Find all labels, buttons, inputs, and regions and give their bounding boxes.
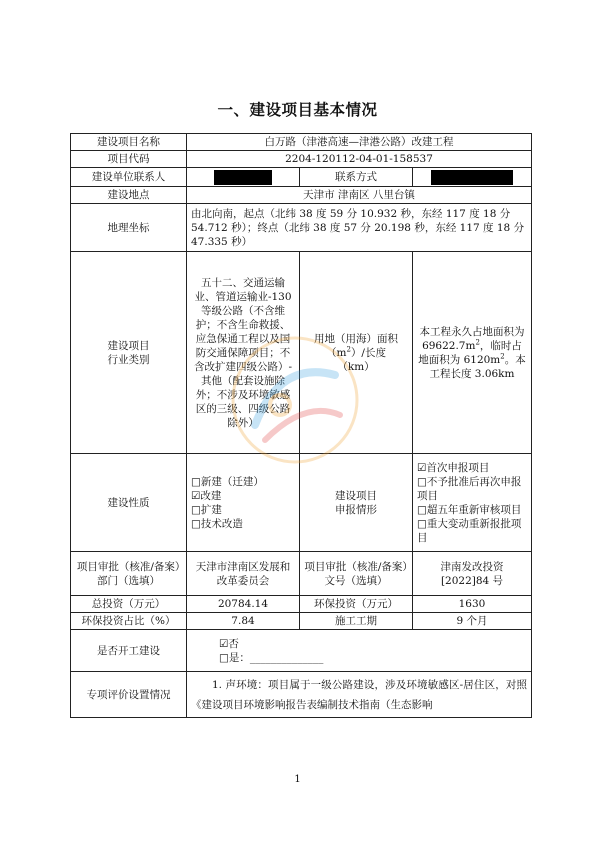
period-value: 9 个月 <box>413 613 532 630</box>
report-option-five-year: □超五年重新审核项目 <box>417 503 522 516</box>
contact-method-label: 联系方式 <box>300 168 413 187</box>
row-contact <box>71 168 532 187</box>
report-options <box>413 454 532 552</box>
area-label-d: （km） <box>337 360 375 373</box>
investment-value: 20784.14 <box>187 596 300 613</box>
row-project-name <box>71 134 532 151</box>
approval-label: 项目审批（核准/备案）部门（选填） <box>71 552 187 596</box>
row-nature <box>71 454 532 552</box>
coords-value: 由北向南，起点（北纬 38 度 59 分 10.932 秒，东经 117 度 18 分 54.712 秒）；终点（北纬 38 度 57 分 20.198 秒，东经 117 度 18 分 47.335 秒） <box>187 204 532 252</box>
report-option-resubmit: □不予批准后再次申报项目 <box>417 475 522 502</box>
area-value-sup1: 2 <box>475 338 480 346</box>
row-industry <box>71 252 532 454</box>
report-label-line2: 申报情形 <box>335 503 377 516</box>
report-option-major-change: □重大变动重新报批项目 <box>417 517 522 544</box>
nature-label: 建设性质 <box>71 454 187 552</box>
ratio-value: 7.84 <box>187 613 300 630</box>
area-label-a: 用地（用海）面积 <box>314 332 398 345</box>
started-label: 是否开工建设 <box>71 630 187 672</box>
contact-label: 建设单位联系人 <box>71 168 187 187</box>
industry-label <box>71 252 187 454</box>
row-special <box>71 672 532 718</box>
env-investment-value: 1630 <box>413 596 532 613</box>
area-value <box>413 252 532 454</box>
row-ratio <box>71 613 532 630</box>
row-started <box>71 630 532 672</box>
report-label <box>300 454 413 552</box>
location-label: 建设地点 <box>71 187 187 204</box>
approval-value: 天津市津南区发展和改革委员会 <box>187 552 300 596</box>
nature-option-rebuild: ☑改建 <box>191 489 222 502</box>
ratio-label: 环保投资占比（%） <box>71 613 187 630</box>
started-options <box>187 630 532 672</box>
nature-option-expand: □扩建 <box>191 503 222 516</box>
approval-doc-label: 项目审批（核准/备案）文号（选填） <box>300 552 413 596</box>
area-label-sup: 2 <box>346 345 351 353</box>
redacted-contact-person <box>214 170 272 185</box>
page-number: 1 <box>294 774 301 785</box>
project-info-table <box>70 133 532 718</box>
project-name-value: 白万路（津港高速—津港公路）改建工程 <box>187 134 532 151</box>
row-approval <box>71 552 532 596</box>
row-project-code <box>71 151 532 168</box>
row-coords <box>71 204 532 252</box>
section-title: 一、建设项目基本情况 <box>217 100 378 119</box>
contact-method-cell <box>413 168 532 187</box>
area-label-c: ）/长度 <box>350 346 386 359</box>
industry-label-line2: 行业类别 <box>107 353 150 366</box>
row-location <box>71 187 532 204</box>
area-value-sup2: 2 <box>500 352 505 360</box>
area-label <box>300 252 413 454</box>
contact-person-cell <box>187 168 300 187</box>
area-value-b: ，临时占地面积为 6120m <box>418 339 522 366</box>
started-option-no: ☑否 <box>219 637 239 650</box>
area-value-a: 本工程永久占地面积为 69622.7m <box>419 325 525 352</box>
nature-option-new: □新建（迁建） <box>191 475 264 488</box>
special-label: 专项评价设置情况 <box>71 672 187 718</box>
industry-value: 五十二、交通运输业、管道运输业-130 等级公路（不含维护；不含生命救援、应急保通工程以及国防交通保障项目；不含改扩建四级公路）-其他（配套设施除外；不涉及环境敏感区的三级、四级公路除外） <box>187 252 300 454</box>
coords-label: 地理坐标 <box>71 204 187 252</box>
redacted-contact-method <box>431 170 513 185</box>
area-label-b: （m <box>326 346 347 359</box>
investment-label: 总投资（万元） <box>71 596 187 613</box>
report-option-first: ☑首次申报项目 <box>417 461 490 474</box>
nature-option-tech: □技术改造 <box>191 517 243 530</box>
approval-doc-value: 津南发改投资[2022]84 号 <box>413 552 532 596</box>
report-label-line1: 建设项目 <box>335 489 377 502</box>
area-value-c: 。本工程长度 3.06km <box>429 353 526 380</box>
project-name-label: 建设项目名称 <box>71 134 187 151</box>
nature-options <box>187 454 300 552</box>
project-code-label: 项目代码 <box>71 151 187 168</box>
industry-label-line1: 建设项目 <box>107 339 150 352</box>
env-investment-label: 环保投资（万元） <box>300 596 413 613</box>
special-value: 1. 声环境：项目属于一级公路建设，涉及环境敏感区-居住区，对照《建设项目环境影响报告表编制技术指南（生态影响 <box>187 672 532 718</box>
started-option-yes: □是：______________ <box>219 651 324 664</box>
project-code-value: 2204-120112-04-01-158537 <box>187 151 532 168</box>
started-yes-blank: ______________ <box>249 651 324 664</box>
location-value: 天津市 津南区 八里台镇 <box>187 187 532 204</box>
period-label: 施工工期 <box>300 613 413 630</box>
row-investment <box>71 596 532 613</box>
